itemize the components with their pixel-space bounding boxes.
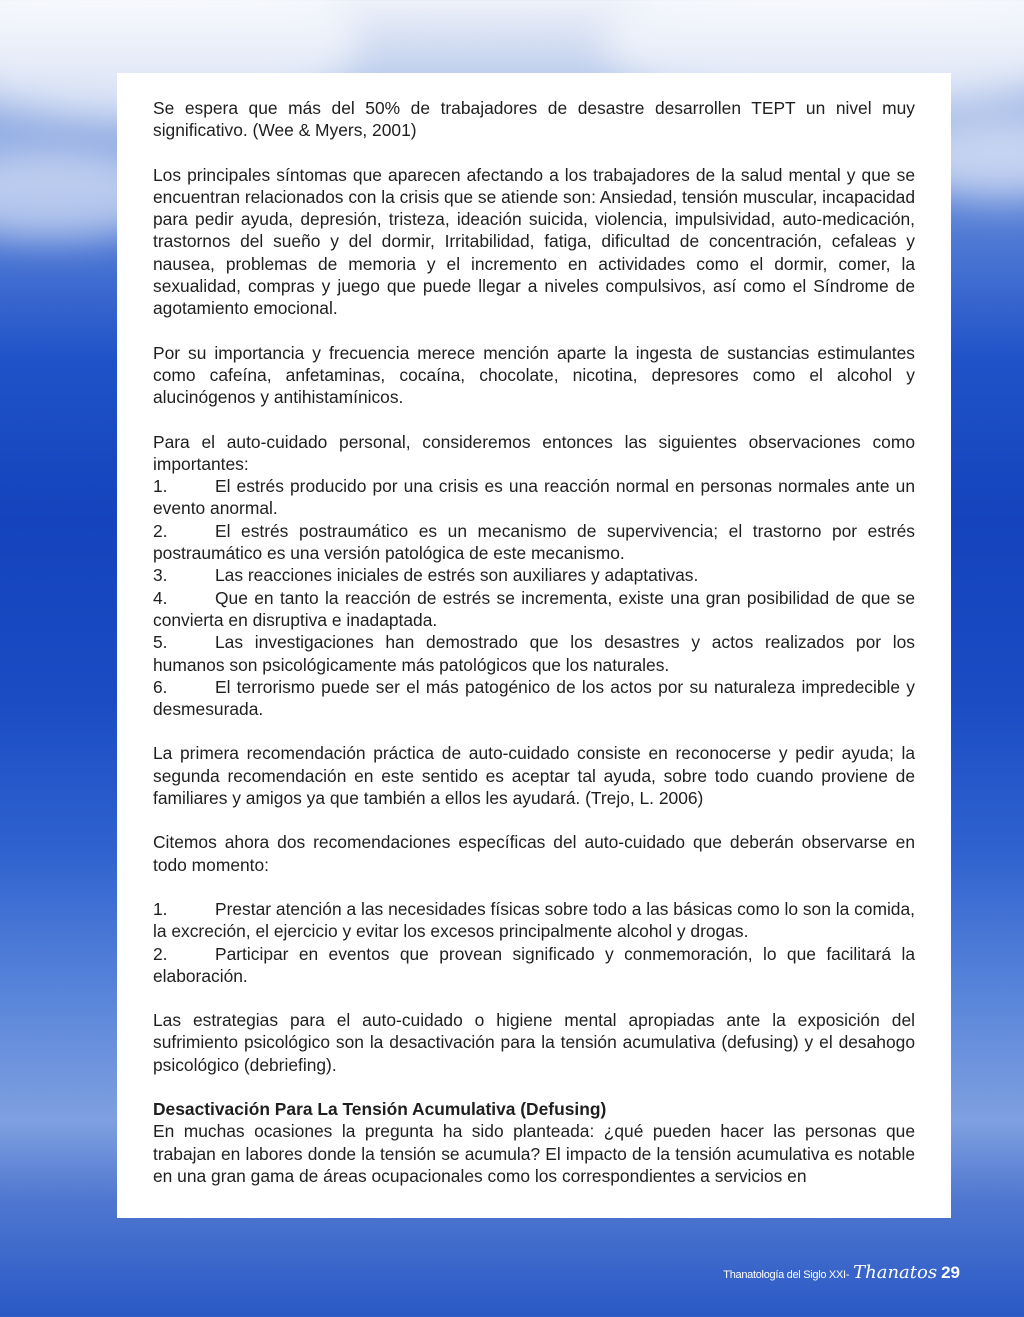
paragraph: Las estrategias para el auto-cuidado o higiene mental apropiadas ante la exposición del sufrimiento psicológico son la desactivación para la tensión acumulativa (defusing) y el desahogo psicológico (debriefing). <box>153 1010 915 1075</box>
page-footer <box>723 1262 960 1283</box>
list-item: 6. El terrorismo puede ser el más patogénico de los actos por su naturaleza impredecible y desmesurada. <box>153 676 915 720</box>
paragraph: Se espera que más del 50% de trabajadores de desastre desarrollen TEPT un nivel muy significativo. (Wee & Myers, 2001) <box>153 98 915 141</box>
thanatos-logo: Thanatos <box>853 1262 938 1283</box>
list-item: 2. Participar en eventos que provean significado y conmemoración, lo que facilitará la elaboración. <box>153 943 915 986</box>
paragraph: Por su importancia y frecuencia merece mención aparte la ingesta de sustancias estimulantes como cafeína, anfetaminas, cocaína, chocolate, nicotina, depresores como el alcohol y alucinógenos y antihistamínicos. <box>153 342 915 408</box>
defusing-section <box>153 1098 915 1187</box>
section-heading: Desactivación Para La Tensión Acumulativa (Defusing) <box>153 1098 607 1119</box>
list-item: 5. Las investigaciones han demostrado que los desastres y actos realizados por los humanos son psicológicamente más patológicos que los naturales. <box>153 632 915 675</box>
list-item: 1. Prestar atención a las necesidades físicas sobre todo a las básicas como lo son la comida, la excreción, el ejercicio y evitar los excesos principalmente alcohol y drogas. <box>153 898 915 942</box>
paragraph: Para el auto-cuidado personal, consideremos entonces las siguientes observaciones como importantes: <box>153 431 915 474</box>
publication-name: Thanatología del Siglo XXI- <box>723 1269 850 1281</box>
paragraph: Citemos ahora dos recomendaciones específicas del auto-cuidado que deberán observarse en todo momento: <box>153 832 915 875</box>
paragraph: Los principales síntomas que aparecen afectando a los trabajadores de la salud mental y que se encuentran relacionados con la crisis que se atiende son: Ansiedad, tensión muscular, incapacidad para pedir ayuda, depresión, tristeza, ideación suicida, violencia, impulsividad, auto-medicación, trastornos del sueño y del dormir, Irritabilidad, fatiga, dificultad de concentración, cefaleas y nausea, problemas de memoria y el incremento en actividades como el dormir, comer, la sexualidad, compras y juego que puede llegar a niveles compulsivos, así como el Síndrome de agotamiento emocional. <box>153 164 915 319</box>
observations-section <box>153 431 915 721</box>
list-item: 2. El estrés postraumático es un mecanismo de supervivencia; el trastorno por estrés postraumático es una versión patológica de este mecanismo. <box>153 520 915 564</box>
list-item: 1. El estrés producido por una crisis es una reacción normal en personas normales ante un evento anormal. <box>153 476 915 519</box>
recommendations-list <box>153 898 915 987</box>
article-page <box>117 73 951 1218</box>
paragraph: La primera recomendación práctica de auto-cuidado consiste en reconocerse y pedir ayuda; la segunda recomendación en este sentido es aceptar tal ayuda, sobre todo cuando proviene de familiares y amigos ya que también a ellos les ayudará. (Trejo, L. 2006) <box>153 743 915 809</box>
list-item: 4. Que en tanto la reacción de estrés se incrementa, existe una gran posibilidad de que se convierta en disruptiva e inadaptada. <box>153 587 915 630</box>
list-item: 3. Las reacciones iniciales de estrés son auxiliares y adaptativas. <box>153 565 699 586</box>
paragraph: En muchas ocasiones la pregunta ha sido planteada: ¿qué pueden hacer las personas que trabajan en labores donde la tensión se acumula? El impacto de la tensión acumulativa es notable en una gran gama de áreas ocupacionales como los correspondientes a servicios en <box>153 1121 915 1186</box>
page-number: 29 <box>941 1263 960 1282</box>
